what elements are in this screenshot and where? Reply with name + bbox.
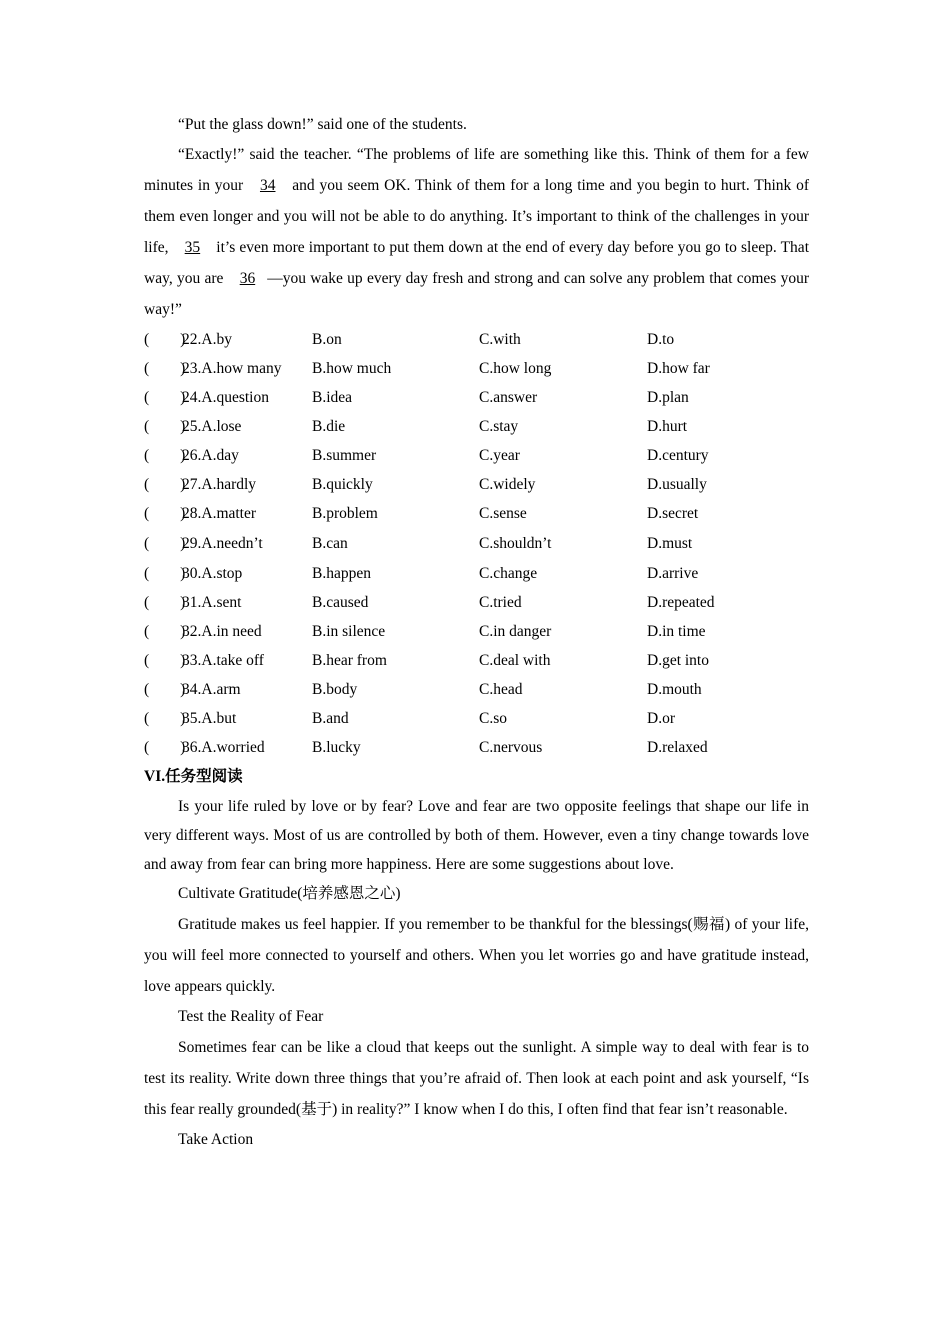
option-d: D.to xyxy=(647,331,675,348)
option-row-25 xyxy=(144,412,809,441)
option-b: B.lucky xyxy=(312,739,361,756)
option-c: C.tried xyxy=(479,594,522,611)
option-c: C.deal with xyxy=(479,652,551,669)
blank-36: 36 xyxy=(239,270,256,287)
option-c: C.sense xyxy=(479,505,527,522)
option-b: B.in silence xyxy=(312,623,386,640)
option-d: D.or xyxy=(647,710,675,727)
option-row-31 xyxy=(144,588,809,617)
options-list xyxy=(144,325,809,762)
option-d: D.plan xyxy=(647,389,689,406)
answer-blank: ( ) xyxy=(144,652,186,669)
answer-blank: ( ) xyxy=(144,505,186,522)
option-d: D.usually xyxy=(647,476,707,493)
option-a: 22.A.by xyxy=(182,331,232,348)
option-b: B.problem xyxy=(312,505,378,522)
option-a: 24.A.question xyxy=(182,389,269,406)
section-title: VI.任务型阅读 xyxy=(144,768,243,785)
subheading-action: Take Action xyxy=(178,1131,254,1148)
option-a: 29.A.needn’t xyxy=(182,535,263,552)
option-c: C.in danger xyxy=(479,623,552,640)
option-b: B.and xyxy=(312,710,349,727)
option-c: C.answer xyxy=(479,389,538,406)
option-c: C.with xyxy=(479,331,521,348)
paragraph-fear: Sometimes fear can be like a cloud that keeps out the sunlight. A simple way to deal with fear is to test its reality. Write down three things that you’re afraid of. Then look at each point and ask yourself, “Is this fear really grounded(基于) in reality?” I know when I do this, I often find that fear isn’t reasonable. xyxy=(144,1039,809,1118)
option-c: C.how long xyxy=(479,360,552,377)
option-a: 32.A.in need xyxy=(182,623,262,640)
paragraph-gratitude: Gratitude makes us feel happier. If you remember to be thankful for the blessings(赐福) of your life, you will feel more connected to yourself and others. When you let worries go and have gratitude instead, love appears quickly. xyxy=(144,916,809,995)
option-row-30 xyxy=(144,559,809,588)
passage-text: “Exactly!” said the teacher. “The problems of life are something like this. Think of them for a few minutes in your xyxy=(144,146,809,194)
option-d: D.must xyxy=(647,535,693,552)
option-b: B.caused xyxy=(312,594,369,611)
option-d: D.hurt xyxy=(647,418,688,435)
option-b: B.how much xyxy=(312,360,392,377)
option-row-35 xyxy=(144,704,809,733)
answer-blank: ( ) xyxy=(144,623,186,640)
option-b: B.happen xyxy=(312,565,371,582)
answer-blank: ( ) xyxy=(144,418,186,435)
option-c: C.stay xyxy=(479,418,519,435)
option-b: B.quickly xyxy=(312,476,373,493)
option-row-34 xyxy=(144,675,809,704)
option-row-24 xyxy=(144,383,809,412)
option-c: C.year xyxy=(479,447,520,464)
option-a: 33.A.take off xyxy=(182,652,264,669)
answer-blank: ( ) xyxy=(144,447,186,464)
option-a: 34.A.arm xyxy=(182,681,241,698)
option-d: D.repeated xyxy=(647,594,715,611)
option-a: 26.A.day xyxy=(182,447,239,464)
answer-blank: ( ) xyxy=(144,565,186,582)
blank-34: 34 xyxy=(259,177,276,194)
option-c: C.head xyxy=(479,681,523,698)
answer-blank: ( ) xyxy=(144,594,186,611)
option-b: B.summer xyxy=(312,447,377,464)
passage-paragraph-2 xyxy=(144,139,809,325)
option-a: 28.A.matter xyxy=(182,505,257,522)
option-row-28 xyxy=(144,499,809,528)
option-d: D.mouth xyxy=(647,681,702,698)
answer-blank: ( ) xyxy=(144,681,186,698)
option-row-32 xyxy=(144,617,809,646)
option-c: C.change xyxy=(479,565,538,582)
passage-text: and you seem OK. Think of them for a long time and you begin to hurt. Think of them even longer and you will not be able to do anything. It’s important to think of the challenges in your life, xyxy=(144,177,809,256)
option-a: 35.A.but xyxy=(182,710,237,727)
answer-blank: ( ) xyxy=(144,476,186,493)
option-c: C.nervous xyxy=(479,739,543,756)
option-d: D.get into xyxy=(647,652,709,669)
option-d: D.century xyxy=(647,447,709,464)
option-row-23 xyxy=(144,354,809,383)
option-a: 30.A.stop xyxy=(182,565,243,582)
option-d: D.in time xyxy=(647,623,706,640)
answer-blank: ( ) xyxy=(144,739,186,756)
passage-paragraph-1: “Put the glass down!” said one of the students. xyxy=(178,116,467,133)
passage-text: —you wake up every day fresh and strong and can solve any problem that comes your way!” xyxy=(144,270,809,318)
option-c: C.widely xyxy=(479,476,536,493)
option-c: C.shouldn’t xyxy=(479,535,552,552)
option-d: D.how far xyxy=(647,360,710,377)
option-c: C.so xyxy=(479,710,507,727)
subheading-fear: Test the Reality of Fear xyxy=(178,1008,324,1025)
option-row-29 xyxy=(144,528,809,559)
option-a: 27.A.hardly xyxy=(182,476,257,493)
blank-35: 35 xyxy=(184,239,201,256)
option-b: B.die xyxy=(312,418,346,435)
option-d: D.arrive xyxy=(647,565,699,582)
passage-text: it’s even more important to put them down at the end of every day before you go to sleep. That way, you are xyxy=(144,239,809,287)
option-b: B.on xyxy=(312,331,342,348)
option-a: 25.A.lose xyxy=(182,418,242,435)
option-row-27 xyxy=(144,470,809,499)
section-intro: Is your life ruled by love or by fear? Love and fear are two opposite feelings that shape our life in very different ways. Most of us are controlled by both of them. However, even a tiny change towards love and away from fear can bring more happiness. Here are some suggestions about love. xyxy=(144,798,809,873)
option-a: 36.A.worried xyxy=(182,739,265,756)
option-row-22 xyxy=(144,325,809,354)
answer-blank: ( ) xyxy=(144,389,186,406)
option-b: B.can xyxy=(312,535,348,552)
option-row-26 xyxy=(144,441,809,470)
answer-blank: ( ) xyxy=(144,331,186,348)
option-row-33 xyxy=(144,646,809,675)
option-d: D.relaxed xyxy=(647,739,708,756)
answer-blank: ( ) xyxy=(144,710,186,727)
option-row-36 xyxy=(144,733,809,762)
option-d: D.secret xyxy=(647,505,699,522)
answer-blank: ( ) xyxy=(144,535,186,552)
option-a: 23.A.how many xyxy=(182,360,282,377)
option-b: B.idea xyxy=(312,389,353,406)
answer-blank: ( ) xyxy=(144,360,186,377)
subheading-gratitude: Cultivate Gratitude(培养感恩之心) xyxy=(178,885,401,902)
option-b: B.body xyxy=(312,681,358,698)
option-b: B.hear from xyxy=(312,652,387,669)
document-page xyxy=(144,110,809,1155)
option-a: 31.A.sent xyxy=(182,594,242,611)
